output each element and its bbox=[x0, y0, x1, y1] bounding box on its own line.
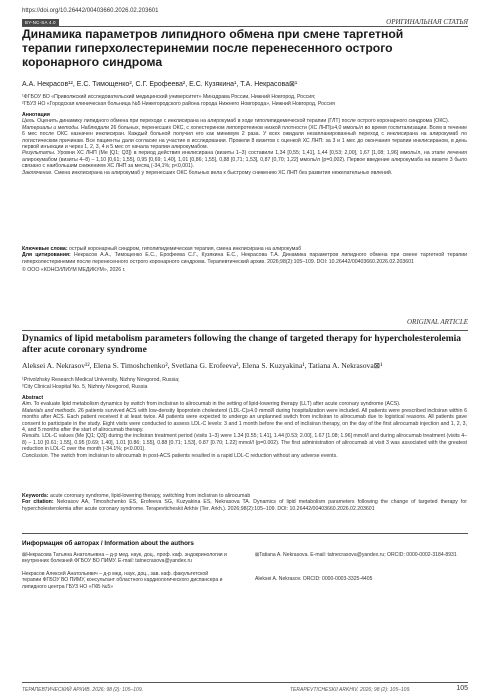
methods-label-en: Materials and methods. bbox=[22, 407, 77, 414]
article-type-ru: ОРИГИНАЛЬНАЯ СТАТЬЯ bbox=[386, 18, 468, 26]
affiliation-en-1: ¹Privolzhsky Research Medical University, Nizhny Novgorod, Russia; bbox=[22, 377, 180, 383]
info-en-author2: Aleksei A. Nekrasov. ORCID: 0000-0003-3325-4405 bbox=[255, 576, 373, 583]
results-text-en: LDL-C values (Me [Q1; Q3]) during the inclisiran treatment period (visits 1–3) were 1.34 [0.55; 1.41], 1.44 [0.53; 2.00], 1.67 [1.08; 1.96] mmol/l and during alirocumab treatment (visits 4–8) – 1.10 [0.61; 1.55], 0.95 [0.69; 1.40], 1.01 [0.86; 1.55], 0.88 [0.71; 1.53], 0.87 [0.70; 1.22] mmol/l (p=0.002). The first administration of alirocumab at visit 3 was associated with the greatest reduction in LDL-C over the month (-34.1%; p<0.001). bbox=[22, 433, 467, 453]
citation-en: Nekrasov AA, Timoshchenko ES, Erofeeva SG, Kuzyakina ES, Nekrasova TA. Dynamics of lipid metabolism parameters following the change of targeted therapy for hypercholesterolemia after acute coronary syndrome. Terapevticheskii Arkhiv (Ter. Arkh.). 2026;98(2):105–109. DOI: 10.26442/00403660.2026.02.203601 bbox=[22, 499, 467, 512]
page-number: 105 bbox=[456, 685, 468, 692]
aim-label-en: Aim. bbox=[22, 401, 33, 408]
title-en: Dynamics of lipid metabolism parameters following the change of targeted therapy for hypercholesterolemia after acute coronary syndrome bbox=[22, 334, 462, 355]
aim-text-ru: Оценить динамику липидного обмена при переходе с инклисирана на алирокумаб в ходе гиполипидемической терапии (ГЛТ) после острого коронарного синдрома (ОКС). bbox=[37, 118, 450, 125]
abstract-en bbox=[22, 395, 467, 459]
title-ru: Динамика параметров липидного обмена при смене таргетной терапии гиперхолестеринемии после перенесенного острого коронарного синдрома bbox=[22, 27, 404, 69]
results-text-ru: Уровни ХС ЛНП (Me [Q1; Q3]) в период действия инклисирана (визиты 1–3) составили 1,34 [0,55; 1,41], 1,44 [0,53; 2,00], 1,67 [1,08; 1,96] ммоль/л, на этапе лечения алирокумабом (визиты 4–8) – 1,10 [0,61; 1,55], 0,95 [0,69; 1,40], 1,01 [0,86; 1,55], 0,88 [0,71; 1,53], 0,87 [0,70; 1,22] ммоль/л (p=0,002). Первое введение алирокумаба на визите 3 было связано с наибольшим снижением ХС ЛНП за месяц (-34,1%; p<0,001). bbox=[22, 150, 467, 170]
keywords-label-en: Keywords: bbox=[22, 493, 49, 499]
doi-link[interactable]: https://doi.org/10.26442/00403660.2026.02.203601 bbox=[22, 8, 159, 14]
abstract-heading-en: Abstract bbox=[22, 395, 44, 401]
methods-label-ru: Материалы и методы. bbox=[22, 124, 80, 131]
affiliation-ru-2: ²ГБУЗ НО «Городская клиническая больница №5 Нижегородского района города Нижнего Новгорода», Нижний Новгород, Россия bbox=[22, 100, 335, 107]
copyright: © ООО «КОНСИЛИУМ МЕДИКУМ», 2026 г. bbox=[22, 267, 126, 274]
methods-text-en: 26 patients survived ACS with low-density lipoprotein cholesterol (LDL-C)≥4.0 mmol/l during hospitalization were included. All patients were prescribed inclisiran within 6 months after ACS. Each patient received it at least twice. All patients were expected to undergo an unplanned switch from inclisiran to alirocumab due to logistical reasons. All patients gave consent to participate in the study. Eight visits were conducted to assess LDL-C levels: 3 and 1 month before the end of inclisiran therapy, on the day of the first alirocumab injection and 1, 2, 3, 4, and 5 months after the start of alirocumab therapy. bbox=[22, 407, 467, 434]
results-label-ru: Результаты. bbox=[22, 150, 56, 157]
aim-text-en: To evaluate lipid metabolism dynamics by switch from inclisiran to alirocumab in the setting of lipid-lowering therapy (LLT) after acute coronary syndrome (ACS). bbox=[33, 401, 401, 408]
aim-label-ru: Цель. bbox=[22, 118, 36, 125]
section-rule bbox=[22, 330, 468, 331]
authors-en: Aleksei A. Nekrasov¹², Elena S. Timoshchenko², Svetlana G. Erofeeva², Elena S. Kuzyakina¹, Tatiana A. Nekrasova⊠¹ bbox=[22, 361, 383, 370]
methods-text-ru: Наблюдали 26 больных, перенесших ОКС, с холестерином липопротеинов низкой плотности (ХС ЛНП)≥4,0 ммоль/л во время госпитализации. Всем в течение 6 мес после ОКС назначен инклисиран. Каждый больной получил его как минимум 2 раза. У всех ожидали незапланированный переход с инклисирана на алирокумаб по логистическим причинам. Все пациенты дали согласие на участие в исследовании. Провели 8 визитов с оценкой ХС ЛНП: за 3 и 1 мес до окончания терапии инклисираном, в день первой инъекции и через 1, 2, 3, 4 и 5 мес от начала терапии алирокумабом. bbox=[22, 124, 467, 151]
citation-label-en: For citation: bbox=[22, 499, 54, 506]
results-label-en: Results. bbox=[22, 433, 41, 440]
conclusion-label-en: Conclusion. bbox=[22, 452, 50, 459]
article-type-en: ORIGINAL ARTICLE bbox=[407, 318, 468, 326]
info-ru-author2: Некрасов Алексей Анатольевич – д-р мед. наук, доц., зав. каф. факультетской терапии ФГБОУ ВО ПИМУ, консультант областного кардиологического диспансера и липидного центра ГБУЗ НО «ГКБ №5» bbox=[22, 570, 223, 590]
info-ru-corresponding: ⊠Некрасова Татьяна Анатольевна – д-р мед. наук, доц., проф. каф. эндокринологии и внутренних болезней ФГБОУ ВО ПИМУ. E-mail: tatnecrasova@yandex.ru bbox=[22, 552, 227, 565]
conclusion-label-ru: Заключение. bbox=[22, 169, 53, 176]
keywords-label-ru: Ключевые слова: bbox=[22, 246, 68, 252]
license-badge: BY-NC-SA 4.0 bbox=[22, 19, 59, 26]
authors-ru: А.А. Некрасов¹², Е.С. Тимощенко², С.Г. Ерофеева², Е.С. Кузякина¹, Т.А. Некрасова⊠¹ bbox=[22, 81, 298, 88]
citation-label-ru: Для цитирования: bbox=[22, 252, 71, 259]
affiliations-en bbox=[22, 377, 467, 390]
affiliations-ru bbox=[22, 94, 467, 107]
info-ru-column bbox=[22, 552, 227, 590]
abstract-ru bbox=[22, 112, 467, 176]
keywords-ru: острый коронарный синдром, гиполипидемическая терапия, смена инклисирана на алирокумаб bbox=[69, 246, 302, 252]
keywords-en: acute coronary syndrome, lipid-lowering therapy, switching from inclisiran to alirocumab bbox=[49, 493, 251, 499]
conclusion-text-en: The switch from inclisiran to alirocumab in post-ACS patients resulted in a rapid LDL-C reduction without any adverse events. bbox=[50, 452, 338, 459]
footer-left: ТЕРАПЕВТИЧЕСКИЙ АРХИВ. 2026; 98 (2): 105–109. bbox=[22, 687, 144, 693]
info-heading: Информация об авторах / Information about the authors bbox=[22, 540, 194, 547]
info-en-column bbox=[255, 552, 467, 583]
affiliation-en-2: ²City Clinical Hospital No. 5, Nizhniy Novgorod, Russia bbox=[22, 383, 148, 390]
abstract-heading-ru: Аннотация bbox=[22, 112, 50, 118]
footer-right: TERAPEVTICHESKII ARKHIV. 2026; 98 (2): 105–109. bbox=[290, 687, 411, 693]
affiliation-ru-1: ¹ФГБОУ ВО «Приволжский исследовательский медицинский университет» Минздрава России, Нижний Новгород, Россия; bbox=[22, 94, 316, 100]
info-en-corresponding: ⊠Tatiana A. Nekrasova. E-mail: tatnecrasova@yandex.ru; ORCID: 0000-0002-3184-8931 bbox=[255, 552, 457, 558]
conclusion-text-ru: Смена инклисирана на алирокумаб у перенесших ОКС больных вела к быстрому снижению ХС ЛНП без развития нежелательных явлений. bbox=[54, 169, 393, 176]
keywords-citation-en bbox=[22, 493, 467, 512]
info-rule bbox=[22, 533, 468, 534]
footer-rule bbox=[22, 682, 468, 683]
citation-ru: Некрасов А.А., Тимощенко Е.С., Ерофеева С.Г., Кузякина Е.С., Некрасова Т.А. Динамика параметров липидного обмена при смене таргетной терапии гиперхолестеринемии после перенесенного острого коронарного синдрома. Терапевтический архив. 2026;98(2):105–109. DOI: 10.26442/00403660.2026.02.203601 bbox=[22, 252, 467, 265]
keywords-citation-ru bbox=[22, 246, 467, 274]
